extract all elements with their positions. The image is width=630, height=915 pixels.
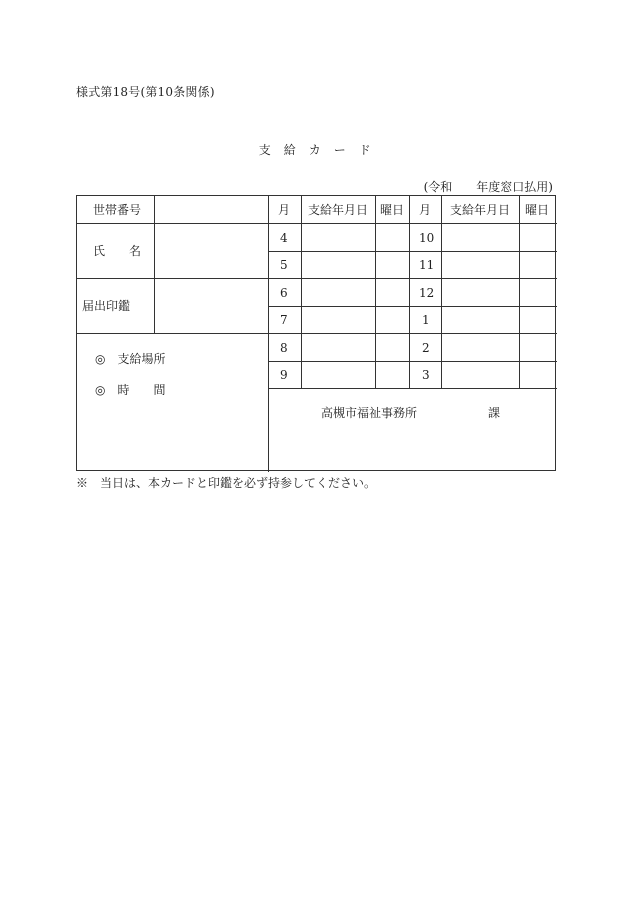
seal-label: 届出印鑑 [82, 299, 131, 313]
row-divider [268, 251, 557, 252]
month-cell: 2 [422, 341, 430, 355]
month-cell: 5 [280, 258, 288, 272]
column-divider [409, 196, 410, 388]
month-cell: 12 [419, 286, 435, 300]
month-cell: 1 [422, 313, 430, 327]
month-cell: 4 [280, 231, 288, 245]
column-divider [268, 196, 269, 472]
column-divider [441, 196, 442, 388]
weekday-header: 曜日 [525, 203, 550, 217]
month-cell: 3 [422, 368, 430, 382]
row-divider [268, 306, 557, 307]
row-divider [77, 278, 557, 279]
name-label: 氏 名 [93, 244, 142, 258]
payment-date-header: 支給年月日 [450, 203, 511, 217]
card-title: 支 給 カ ー ド [258, 143, 372, 157]
payment-time-note: ◎ 時 間 [95, 383, 166, 397]
column-divider [301, 196, 302, 388]
row-divider [77, 333, 557, 334]
column-divider [519, 196, 520, 388]
welfare-office-name: 高槻市福祉事務所 [321, 406, 418, 420]
section-label: 課 [488, 406, 501, 420]
month-cell: 10 [419, 231, 435, 245]
month-cell: 6 [280, 286, 288, 300]
row-divider [268, 361, 557, 362]
month-header: 月 [278, 203, 291, 217]
month-cell: 7 [280, 313, 288, 327]
payment-place-note: ◎ 支給場所 [95, 352, 166, 366]
month-cell: 9 [280, 368, 288, 382]
form-reference: 様式第18号(第10条関係) [76, 85, 215, 99]
weekday-header: 曜日 [380, 203, 405, 217]
month-cell: 11 [419, 258, 435, 272]
household-number-label: 世帯番号 [93, 203, 142, 217]
row-divider [268, 388, 557, 389]
footnote: ※ 当日は、本カードと印鑑を必ず持参してください。 [76, 476, 377, 490]
column-divider [375, 196, 376, 388]
row-divider [77, 223, 557, 224]
month-cell: 8 [280, 341, 288, 355]
payment-card-table [76, 195, 556, 471]
payment-date-header: 支給年月日 [308, 203, 369, 217]
month-header: 月 [419, 203, 432, 217]
column-divider [154, 196, 155, 333]
fiscal-year-note: (令和 年度窓口払用) [423, 180, 553, 194]
